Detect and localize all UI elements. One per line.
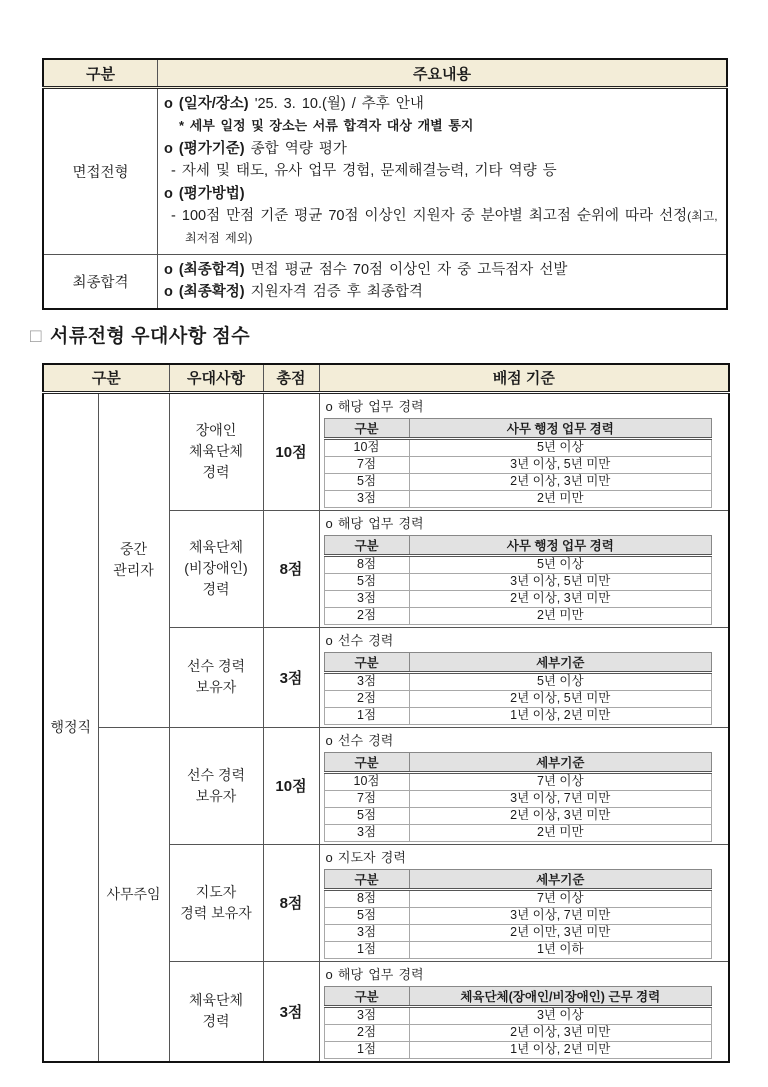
inner-header-cell: 사무 행정 업무 경력 [409,535,712,555]
inner-row [324,1041,712,1058]
inner-cell: 7점 [324,456,409,473]
content-line: o (최종합격) 면접 평균 점수 70점 이상인 자 중 고득점자 선발 [164,261,568,278]
inner-row [324,456,712,473]
content-line: o (일자/장소) '25. 3. 10.(월) / 추후 안내 [164,96,424,112]
score-header-row [43,364,729,393]
section-title-text: 서류전형 우대사항 점수 [49,325,251,347]
inner-header-cell: 사무 행정 업무 경력 [409,418,712,438]
preference-cell: 선수 경력 보유자 [169,727,263,844]
content-line: o (최종확정) 지원자격 검증 후 최종합격 [164,284,423,301]
preference-score-table [42,363,730,1063]
inner-header-row [324,752,712,772]
inner-row [324,772,712,790]
criteria-cell [319,510,729,627]
inner-row [324,573,712,590]
inner-cell: 2년 이상, 5년 미만 [409,690,712,707]
total-score-cell: 8점 [263,844,319,961]
inner-cell: 2점 [324,690,409,707]
score-header-cell: 우대사항 [169,364,263,393]
inner-row [324,473,712,490]
criteria-cell [319,727,729,844]
category-cell: 면접전형 [43,88,158,255]
inner-row [324,607,712,624]
inner-header-cell: 세부기준 [409,752,712,772]
preference-cell: 장애인 체육단체 경력 [169,392,263,510]
inner-cell: 1점 [324,707,409,724]
job-group-cell: 행정직 [43,392,98,1062]
inner-row [324,807,712,824]
preference-cell: 지도자 경력 보유자 [169,844,263,961]
inner-header-cell: 체육단체(장애인/비장애인) 근무 경력 [409,986,712,1006]
overview-row [43,88,727,255]
content-cell [158,88,728,255]
score-header-cell: 구분 [43,364,169,393]
inner-header-row [324,869,712,889]
inner-header-cell: 세부기준 [409,869,712,889]
inner-cell: 3년 이상, 5년 미만 [409,573,712,590]
criteria-inner-table [324,535,713,625]
inner-header-row [324,652,712,672]
inner-cell: 2년 이상, 3년 미만 [409,473,712,490]
fine-print: (최고, 최저점 제외) [185,209,718,246]
inner-cell: 3년 이상, 5년 미만 [409,456,712,473]
inner-cell: 1점 [324,941,409,958]
inner-cell: 3점 [324,924,409,941]
inner-cell: 1년 이하 [409,941,712,958]
content-line: - 100점 만점 기준 평균 70점 이상인 지원자 중 분야별 최고점 순위에 따라 선정(최고, 최저점 제외) [171,208,718,246]
inner-cell: 7년 이상 [409,889,712,907]
total-score-cell: 3점 [263,961,319,1062]
inner-row [324,707,712,724]
inner-row [324,590,712,607]
section-title [30,323,768,350]
inner-cell: 2년 미만 [409,490,712,507]
criteria-cell [319,844,729,961]
inner-cell: 5점 [324,907,409,924]
inner-cell: 2년 이상, 3년 미만 [409,1024,712,1041]
inner-cell: 2년 이상, 3년 미만 [409,807,712,824]
total-score-cell: 3점 [263,627,319,727]
inner-row [324,672,712,690]
preference-cell: 선수 경력 보유자 [169,627,263,727]
bullet-bold-label: o (평가방법) [164,185,245,202]
inner-header-row [324,535,712,555]
inner-cell: 5점 [324,807,409,824]
inner-header-cell: 구분 [324,535,409,555]
inner-cell: 7년 이상 [409,772,712,790]
inner-cell: 8점 [324,889,409,907]
inner-cell: 3년 이상, 7년 미만 [409,907,712,924]
inner-header-cell: 세부기준 [409,652,712,672]
square-bullet-icon: □ [30,325,42,347]
inner-cell: 5점 [324,473,409,490]
criteria-inner-table [324,752,713,842]
inner-cell: 1년 이상, 2년 미만 [409,1041,712,1058]
total-score-cell: 10점 [263,392,319,510]
inner-row [324,490,712,507]
inner-row [324,824,712,841]
category-cell: 최종합격 [43,254,158,308]
inner-cell: 5년 이상 [409,438,712,456]
bullet-bold-label: o (최종합격) [164,261,245,278]
inner-cell: 10점 [324,438,409,456]
inner-header-cell: 구분 [324,869,409,889]
inner-cell: 2년 미만 [409,824,712,841]
criteria-title: o 선수 경력 [325,732,394,748]
total-score-cell: 8점 [263,510,319,627]
inner-row [324,438,712,456]
inner-cell: 5년 이상 [409,672,712,690]
inner-cell: 3점 [324,1006,409,1024]
content-line: * 세부 일정 및 장소는 서류 합격자 대상 개별 통지 [179,118,474,134]
content-line [164,183,718,205]
inner-row [324,790,712,807]
criteria-title: o 선수 경력 [325,632,394,648]
overview-row [43,254,727,308]
criteria-inner-table [324,652,713,725]
score-header-cell: 배점 기준 [319,364,729,393]
inner-cell: 5년 이상 [409,555,712,573]
total-score-cell: 10점 [263,727,319,844]
inner-row [324,690,712,707]
inner-cell: 7점 [324,790,409,807]
inner-header-cell: 구분 [324,652,409,672]
inner-cell: 3점 [324,672,409,690]
inner-cell: 3점 [324,590,409,607]
criteria-inner-table [324,418,713,508]
overview-header-row [43,59,727,88]
inner-cell: 1점 [324,1041,409,1058]
criteria-title: o 지도자 경력 [325,849,406,865]
criteria-inner-table [324,869,713,959]
inner-cell: 8점 [324,555,409,573]
overview-header-cell: 구분 [43,59,158,88]
bullet-bold-label: o (평가기준) [164,140,245,157]
preference-cell: 체육단체 경력 [169,961,263,1062]
content-line: o (평가기준) 종합 역량 평가 [164,140,347,157]
inner-header-row [324,418,712,438]
inner-row [324,941,712,958]
inner-cell: 2년 이상, 3년 미만 [409,590,712,607]
score-header-cell: 총점 [263,364,319,393]
inner-cell: 2점 [324,1024,409,1041]
inner-row [324,924,712,941]
criteria-title: o 해당 업무 경력 [325,398,424,414]
criteria-cell [319,392,729,510]
inner-cell: 2점 [324,607,409,624]
inner-cell: 1년 이상, 2년 미만 [409,707,712,724]
inner-header-cell: 구분 [324,752,409,772]
inner-cell: 2년 이만, 3년 미만 [409,924,712,941]
role-cell: 중간 관리자 [98,392,169,727]
inner-row [324,1006,712,1024]
overview-header-cell: 주요내용 [158,59,728,88]
inner-row [324,907,712,924]
inner-cell: 3년 이상 [409,1006,712,1024]
inner-cell: 3년 이상, 7년 미만 [409,790,712,807]
criteria-title: o 해당 업무 경력 [325,966,424,982]
inner-cell: 3점 [324,490,409,507]
overview-table [42,58,728,310]
criteria-cell [319,627,729,727]
bullet-bold-label: o (최종확정) [164,284,245,301]
content-line: - 자세 및 태도, 유사 업무 경험, 문제해결능력, 기타 역량 등 [171,163,557,180]
bullet-bold-label: o (일자/장소) [164,96,249,112]
inner-cell: 3점 [324,824,409,841]
inner-header-cell: 구분 [324,986,409,1006]
inner-cell: 5점 [324,573,409,590]
criteria-inner-table [324,986,713,1059]
role-cell: 사무주임 [98,727,169,1062]
content-cell [158,254,728,308]
inner-row [324,1024,712,1041]
inner-header-row [324,986,712,1006]
inner-header-cell: 구분 [324,418,409,438]
score-row [43,392,729,510]
score-row [43,727,729,844]
inner-row [324,555,712,573]
inner-row [324,889,712,907]
preference-cell: 체육단체 (비장애인) 경력 [169,510,263,627]
inner-cell: 10점 [324,772,409,790]
criteria-title: o 해당 업무 경력 [325,515,424,531]
criteria-cell [319,961,729,1062]
inner-cell: 2년 미만 [409,607,712,624]
